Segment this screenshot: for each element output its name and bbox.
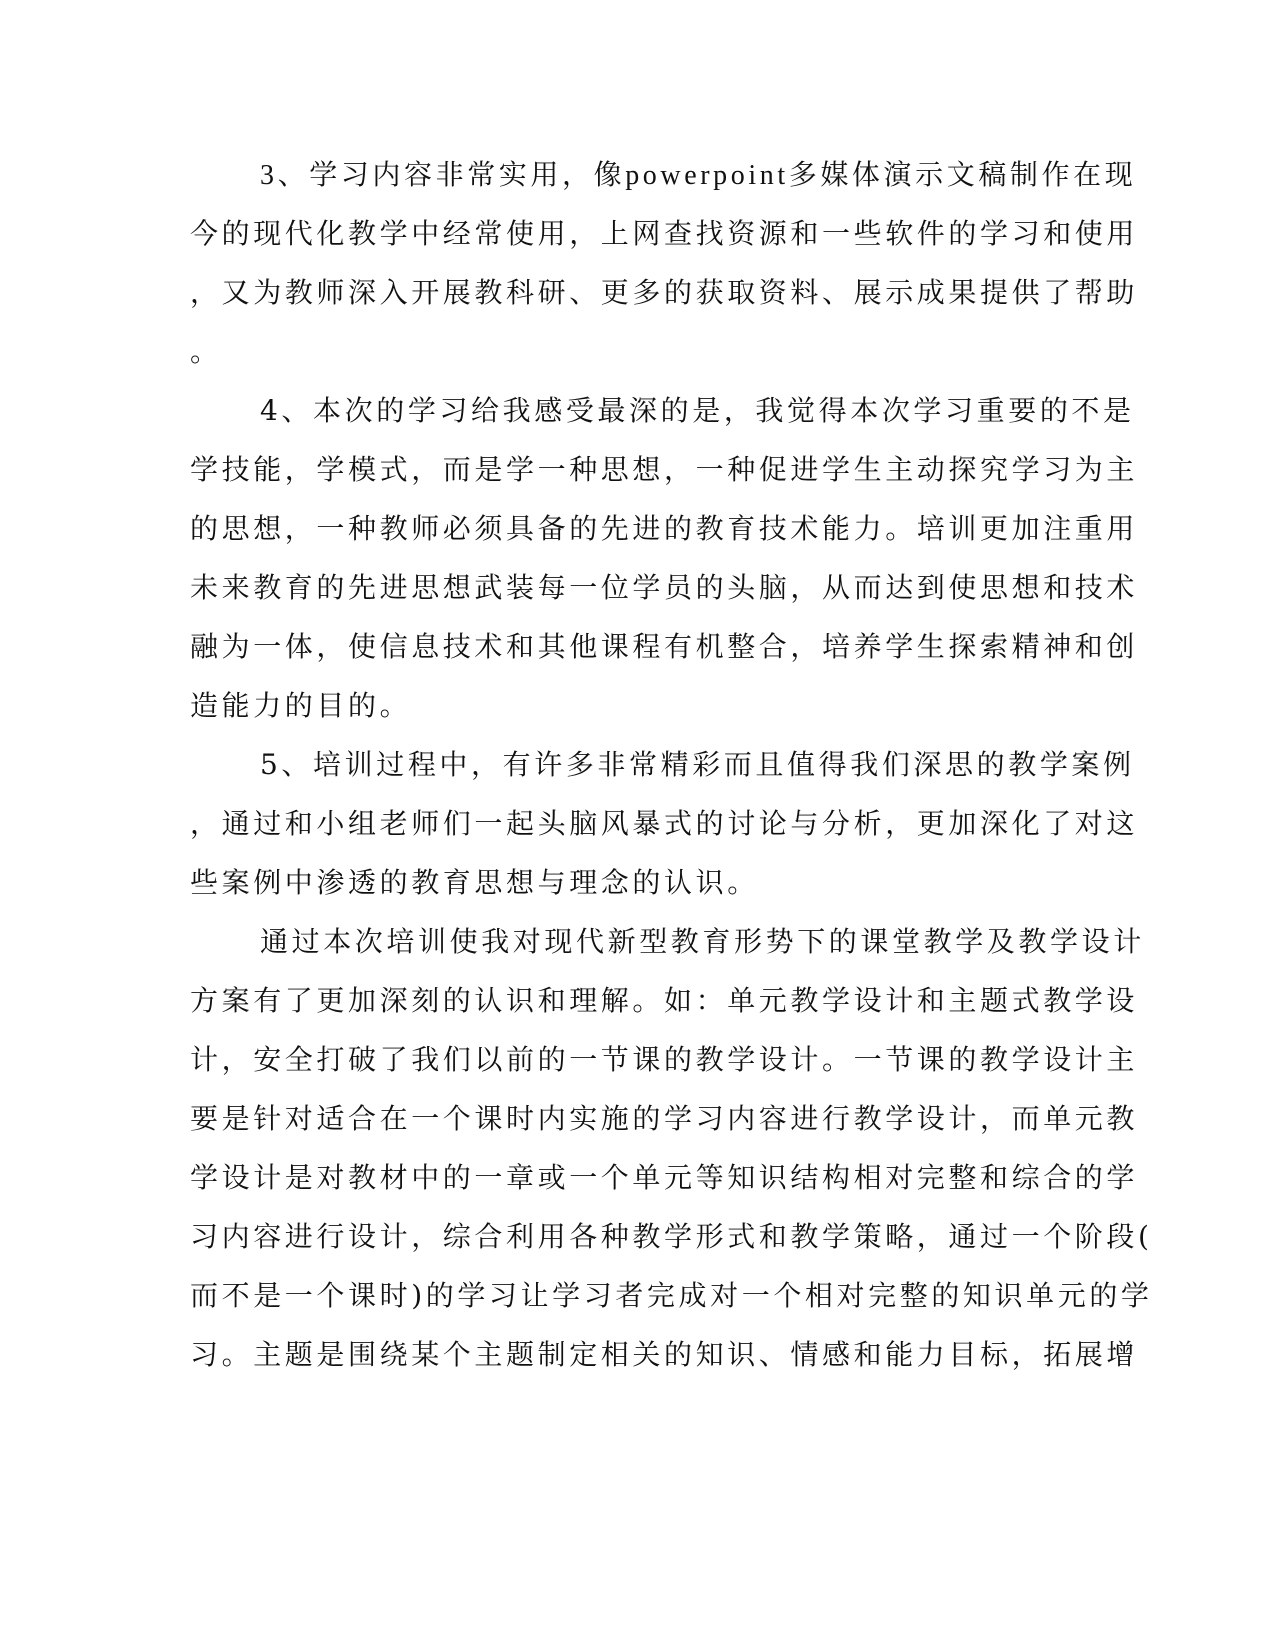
- paragraph-4-line-3: 的思想，一种教师必须具备的先进的教育技术能力。培训更加注重用: [190, 512, 1139, 545]
- paragraph-summary-line-3: 计，安全打破了我们以前的一节课的教学设计。一节课的教学设计主: [190, 1043, 1139, 1076]
- paragraph-3-line-4: 。: [190, 335, 222, 368]
- paragraph-3-line-1: 3、学习内容非常实用，像powerpoint多媒体演示文稿制作在现: [260, 160, 1137, 191]
- paragraph-4-line-2: 学技能，学模式，而是学一种思想，一种促进学生主动探究学习为主: [190, 453, 1139, 486]
- paragraph-summary-line-4: 要是针对适合在一个课时内实施的学习内容进行教学设计，而单元教: [190, 1102, 1139, 1135]
- paragraph-4-line-6: 造能力的目的。: [190, 689, 412, 722]
- paragraph-summary-line-2: 方案有了更加深刻的认识和理解。如：单元教学设计和主题式教学设: [190, 984, 1139, 1017]
- paragraph-5-line-3: 些案例中渗透的教育思想与理念的认识。: [190, 866, 759, 899]
- paragraph-summary-line-7: 而不是一个课时)的学习让学习者完成对一个相对完整的知识单元的学: [190, 1279, 1153, 1312]
- paragraph-4-line-5: 融为一体，使信息技术和其他课程有机整合，培养学生探索精神和创: [190, 630, 1139, 663]
- paragraph-summary-line-5: 学设计是对教材中的一章或一个单元等知识结构相对完整和综合的学: [190, 1161, 1139, 1194]
- paragraph-5-line-1: 5、培训过程中，有许多非常精彩而且值得我们深思的教学案例: [260, 748, 1135, 781]
- paragraph-4-line-4: 未来教育的先进思想武装每一位学员的头脑，从而达到使思想和技术: [190, 571, 1139, 604]
- paragraph-summary-line-6: 习内容进行设计，综合利用各种教学形式和教学策略，通过一个阶段(: [190, 1220, 1153, 1253]
- paragraph-4-line-1: 4、本次的学习给我感受最深的是，我觉得本次学习重要的不是: [260, 394, 1135, 427]
- paragraph-summary-line-8: 习。主题是围绕某个主题制定相关的知识、情感和能力目标，拓展增: [190, 1338, 1139, 1371]
- paragraph-3-line-2: 今的现代化教学中经常使用，上网查找资源和一些软件的学习和使用: [190, 217, 1139, 250]
- paragraph-3-line-3: ，又为教师深入开展教科研、更多的获取资料、展示成果提供了帮助: [190, 276, 1139, 309]
- paragraph-summary-line-1: 通过本次培训使我对现代新型教育形势下的课堂教学及教学设计: [260, 925, 1145, 958]
- paragraph-5-line-2: ，通过和小组老师们一起头脑风暴式的讨论与分析，更加深化了对这: [190, 807, 1139, 840]
